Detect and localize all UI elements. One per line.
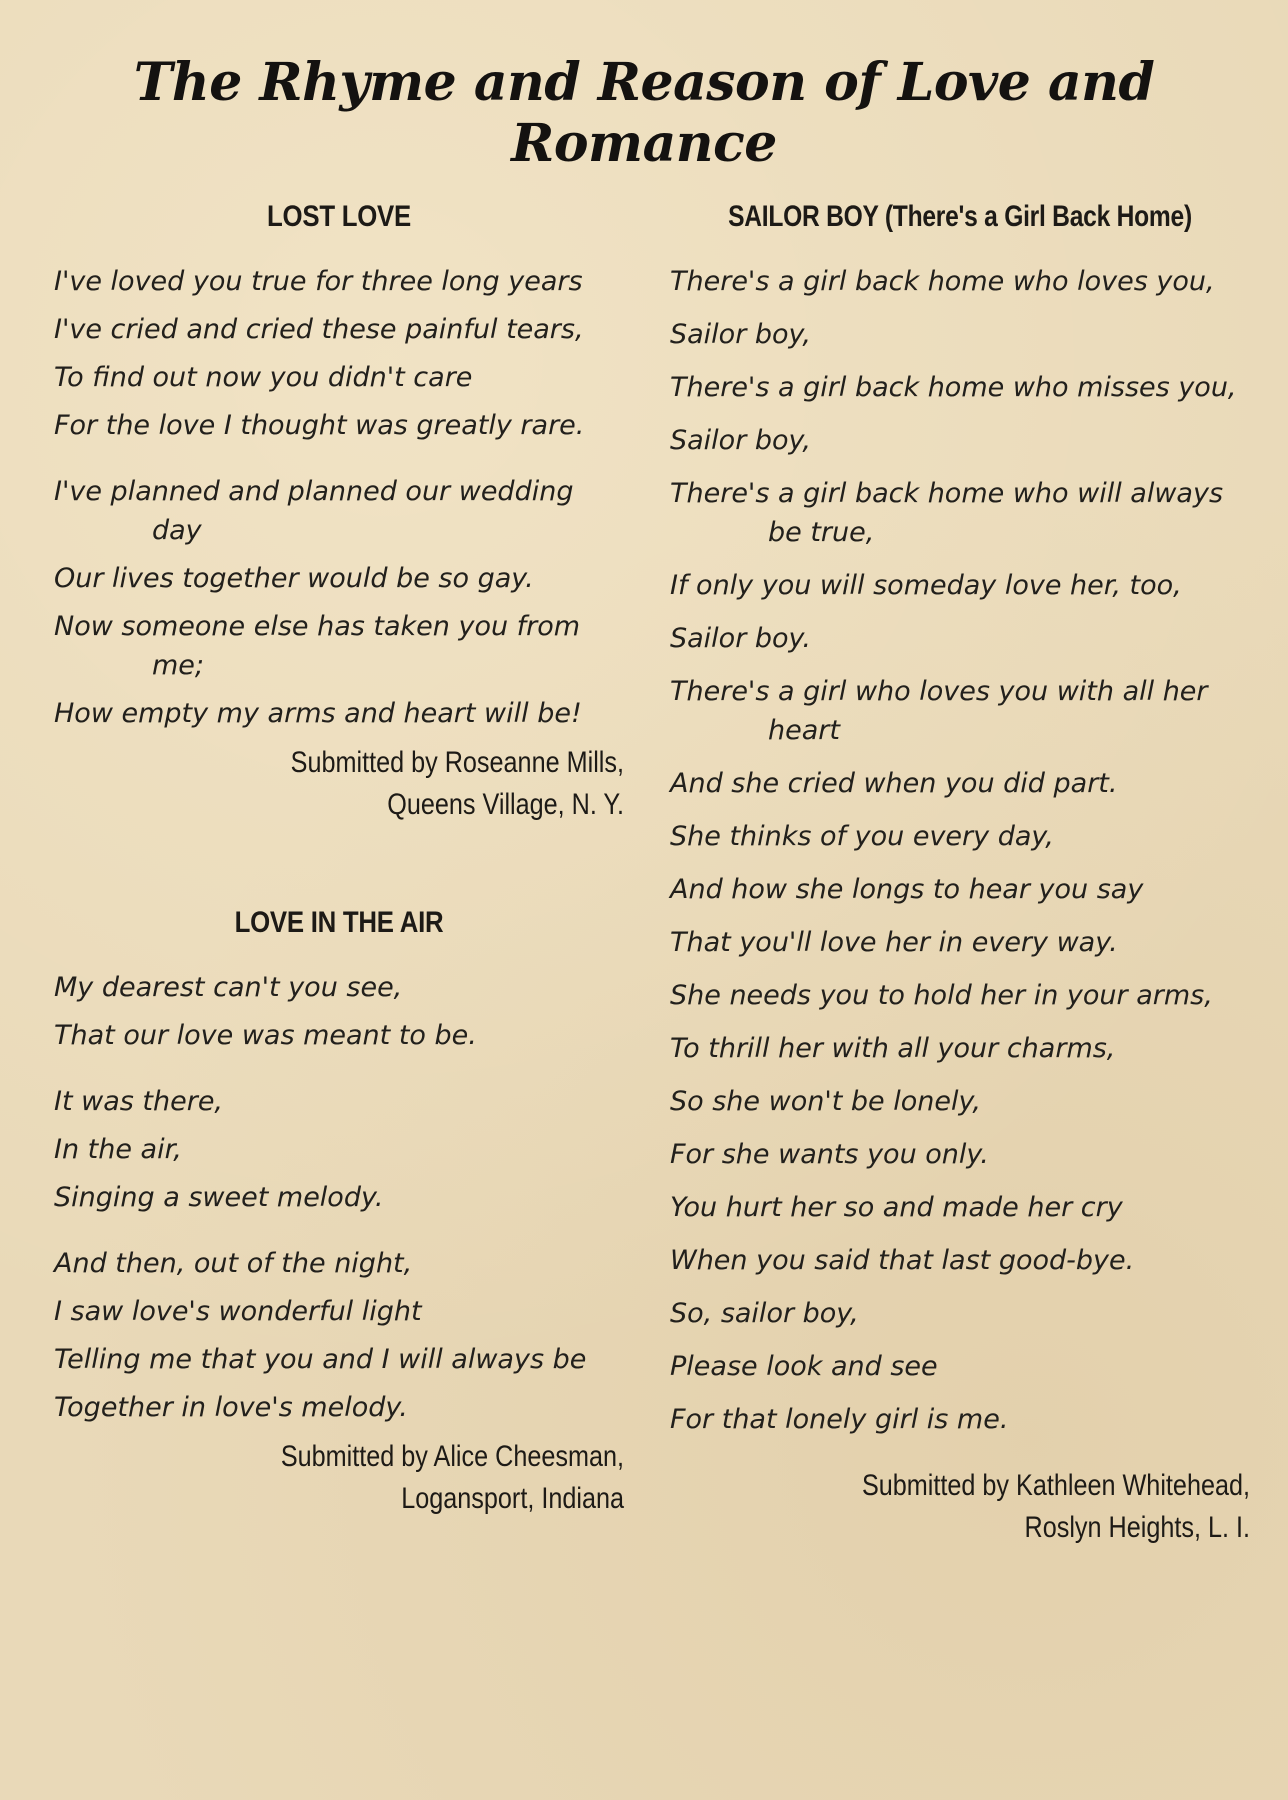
poem-love-in-the-air [54, 906, 624, 1520]
poem-line: For the love I thought was greatly rare. [54, 410, 585, 441]
poem-line: How empty my arms and heart will be! [54, 698, 582, 729]
stanza-break [54, 454, 624, 472]
poem-credit [54, 742, 624, 826]
poem-line: To find out now you didn't care [54, 362, 473, 393]
poem-line: To thrill her with all your charms, [670, 1033, 1116, 1064]
page-title: The Rhyme and Reason of Love and Romance [133, 52, 1155, 174]
poem-line: I've cried and cried these painful tears, [54, 314, 584, 345]
poem-line: And then, out of the night, [54, 1248, 413, 1279]
poem-line: If only you will someday love her, too, [670, 570, 1182, 601]
poem-line: Singing a sweet melody. [54, 1182, 384, 1213]
poem-line: Please look and see [670, 1351, 938, 1382]
poem-credit [54, 1436, 624, 1520]
poem-title: LOST LOVE [267, 200, 411, 233]
poem-line: For she wants you only. [670, 1139, 989, 1170]
poem-line: That our love was meant to be. [54, 1020, 477, 1051]
poem-line: In the air, [54, 1134, 182, 1165]
poem-line: And she cried when you did part. [670, 768, 1118, 799]
poem-line: That you'll love her in every way. [670, 927, 1118, 958]
credit-name: Submitted by Roseanne Mills, [290, 746, 624, 779]
poem-line: For that lonely girl is me. [670, 1404, 1009, 1435]
credit-place: Queens Village, N. Y. [387, 788, 624, 821]
poem-line: And how she longs to hear you say [670, 874, 1144, 905]
poem-line: There's a girl who loves you with all her heart [670, 676, 1208, 746]
poem-line: Now someone else has taken you from me; [54, 611, 581, 681]
credit-name: Submitted by Kathleen Whitehead, [861, 1469, 1250, 1502]
poem-line: So she won't be lonely, [670, 1086, 981, 1117]
credit-place: Roslyn Heights, L. I. [1024, 1511, 1250, 1544]
poem-line: I've loved you true for three long years [54, 266, 583, 297]
poem-line: My dearest can't you see, [54, 972, 403, 1003]
poem-lost-love [54, 200, 624, 826]
poem-credit [670, 1465, 1250, 1549]
poem-line: Telling me that you and I will always be [54, 1344, 587, 1375]
poem-line: You hurt her so and made her cry [670, 1192, 1123, 1223]
poem-line: I saw love's wonderful light [54, 1296, 422, 1327]
poem-line: So, sailor boy, [670, 1298, 859, 1329]
poem-line: I've planned and planned our wedding day [54, 476, 574, 546]
poem-line: It was there, [54, 1086, 224, 1117]
poem-line: When you said that last good-bye. [670, 1245, 1135, 1276]
poem-line: Together in love's melody. [54, 1392, 408, 1423]
poem-line: Our lives together would be so gay. [54, 563, 534, 594]
right-column [670, 200, 1250, 1549]
poem-title: LOVE IN THE AIR [234, 906, 444, 939]
poem-line: There's a girl back home who will always be true, [670, 478, 1224, 548]
poem-title: SAILOR BOY (There's a Girl Back Home) [728, 200, 1192, 233]
poem-line: She needs you to hold her in your arms, [670, 980, 1213, 1011]
poem-line: She thinks of you every day, [670, 821, 1054, 852]
poem-line: There's a girl back home who misses you, [670, 372, 1237, 403]
poem-line: There's a girl back home who loves you, [670, 266, 1215, 297]
left-column [54, 200, 624, 1520]
stanza-break [54, 1226, 624, 1244]
poem-sailor-boy [670, 200, 1250, 1549]
poem-line: Sailor boy. [670, 623, 812, 654]
credit-place: Logansport, Indiana [401, 1482, 624, 1515]
poem-line: Sailor boy, [670, 425, 812, 456]
credit-name: Submitted by Alice Cheesman, [280, 1440, 624, 1473]
stanza-break [54, 1064, 624, 1082]
poem-line: Sailor boy, [670, 319, 812, 350]
